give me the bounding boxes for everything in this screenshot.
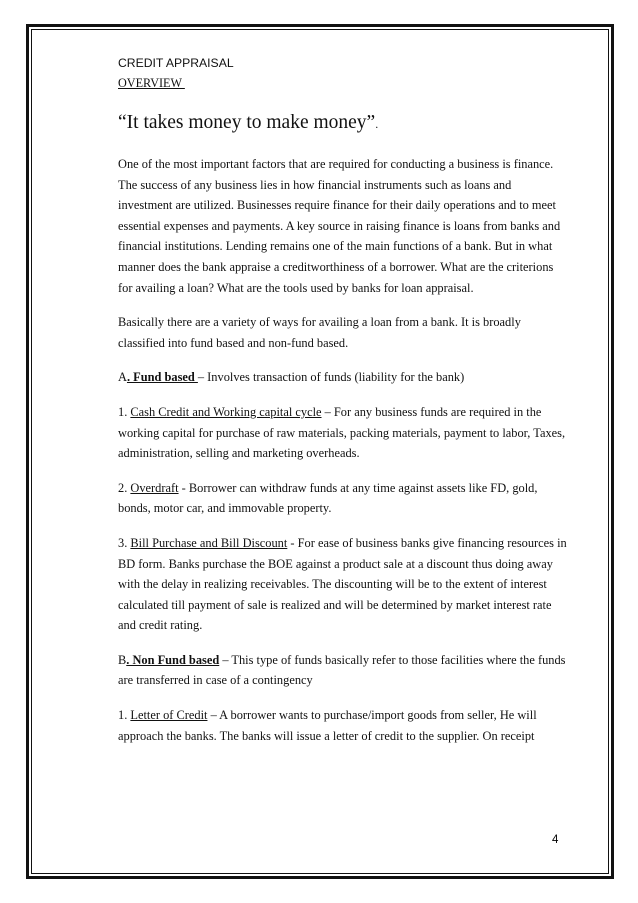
list-item-bill-purchase	[118, 533, 568, 636]
fund-based-heading	[118, 367, 568, 388]
cash-credit-text: – For any business funds are required in the working capital for purchase of raw materials, packing materials, payment to labor, Taxes, administration, selling and marketing overheads.	[118, 404, 566, 461]
letter-of-credit-label: Letter of Credit	[130, 708, 208, 723]
fund-based-text: – Involves transaction of funds (liability for the bank)	[197, 370, 465, 385]
fund-based-label: . Fund based	[126, 370, 198, 385]
document-heading: CREDIT APPRAISAL	[118, 56, 234, 70]
list-item-number: 3.	[118, 535, 131, 550]
list-item-letter-of-credit	[118, 705, 568, 746]
cash-credit-label: Cash Credit and Working capital cycle	[130, 404, 322, 419]
page-number: 4	[552, 834, 559, 846]
quote-text: “It takes money to make money”	[118, 112, 376, 133]
list-item-number: 2.	[118, 480, 131, 495]
non-fund-based-label: . Non Fund based	[126, 652, 220, 667]
paragraph-intro: One of the most important factors that are required for conducting a business is finance. The success of any business lies in how financial instruments such as loans and investment are utilized. Businesses require finance for their daily operations and to meet essential expenses and payments. A key source in raising finance is loans from banks and financial institutions. Lending remains one of the main functions of a bank. But in what manner does the bank appraise a creditworthiness of a borrower. What are the criterions for availing a loan? What are the tools used by banks for loan appraisal.	[118, 157, 561, 295]
non-fund-based-prefix: B	[118, 652, 127, 667]
list-item-cash-credit	[118, 402, 568, 464]
list-item-number: 1.	[118, 404, 131, 419]
bill-purchase-label: Bill Purchase and Bill Discount	[130, 535, 288, 550]
quote-period: .	[375, 117, 379, 131]
non-fund-based-heading	[118, 650, 568, 691]
list-item-overdraft	[118, 478, 568, 519]
list-item-number: 1.	[118, 708, 131, 723]
quote	[118, 111, 568, 136]
bill-purchase-text: - For ease of business banks give financing resources in BD form. Banks purchase the BOE against a product sale at a discount thus doing away with the delay in realizing receivables. The discounting will be to the extent of interest calculated till payment of sale is realized and will be determined by market interest rate and credit rating.	[118, 535, 567, 633]
overdraft-text: - Borrower can withdraw funds at any time against assets like FD, gold, bonds, motor car, and immovable property.	[118, 480, 538, 516]
letter-of-credit-text: – A borrower wants to purchase/import goods from seller, He will approach the banks. The banks will issue a letter of credit to the supplier. On receipt	[118, 708, 537, 743]
overdraft-label: Overdraft	[130, 480, 179, 495]
paragraph-classification: Basically there are a variety of ways for availing a loan from a bank. It is broadly classified into fund based and non-fund based.	[118, 315, 521, 350]
fund-based-prefix: A	[118, 370, 127, 385]
section-heading: OVERVIEW	[118, 76, 185, 90]
document-page	[118, 55, 568, 746]
non-fund-based-text: – This type of funds basically refer to those facilities where the funds are transferred in case of a contingency	[118, 652, 566, 688]
